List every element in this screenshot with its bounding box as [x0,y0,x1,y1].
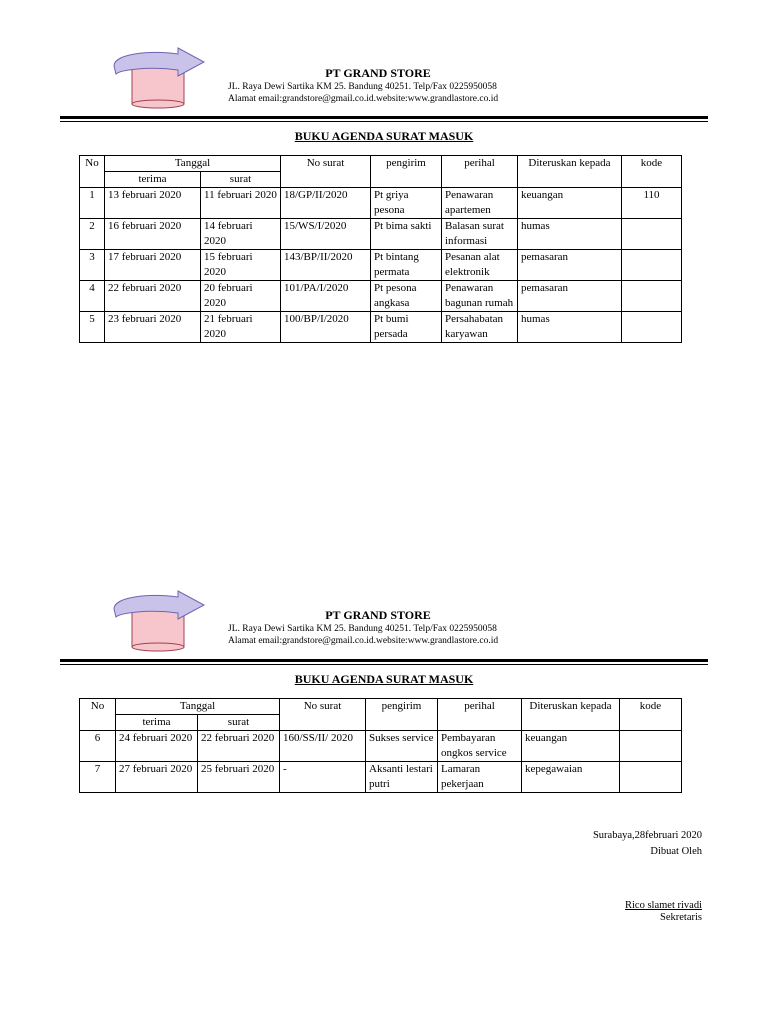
signature-made-by: Dibuat Oleh [650,846,702,857]
cell-no-surat: 15/WS/I/2020 [281,219,371,250]
cell-pengirim: Pt bintang permata [371,250,442,281]
header-surat: surat [201,172,281,188]
cell-kode [622,250,682,281]
cell-surat: 20 februari 2020 [201,281,281,312]
company-name: PT GRAND STORE [325,608,431,622]
header-rule-thin [60,664,708,665]
cell-diteruskan: kepegawaian [522,762,620,793]
header-no: No [80,699,116,731]
logo-cylinder-arrow-icon [108,587,218,653]
company-contact: Alamat email:grandstore@gmail.co.id.website:www.grandlastore.co.id [228,636,499,646]
header-rule-thin [60,121,708,122]
cell-pengirim: Pt pesona angkasa [371,281,442,312]
cell-kode [620,762,682,793]
header-diteruskan: Diteruskan kepada [518,156,622,188]
cell-no-surat: 18/GP/II/2020 [281,188,371,219]
cell-terima: 24 februari 2020 [116,731,198,762]
cell-terima: 27 februari 2020 [116,762,198,793]
cell-diteruskan: pemasaran [518,281,622,312]
cell-no: 3 [80,250,105,281]
agenda-table-1 [79,155,682,343]
cell-diteruskan: humas [518,312,622,343]
header-terima: terima [116,715,198,731]
cell-surat: 15 februari 2020 [201,250,281,281]
cell-pengirim: Aksanti lestari putri [366,762,438,793]
header-tanggal: Tanggal [105,156,281,172]
cell-surat: 21 februari 2020 [201,312,281,343]
cell-no: 5 [80,312,105,343]
header-kode: kode [622,156,682,188]
cell-no-surat: 160/SS/II/ 2020 [280,731,366,762]
table-row [80,250,682,281]
header-diteruskan: Diteruskan kepada [522,699,620,731]
signature-role: Sekretaris [660,912,702,923]
header-no: No [80,156,105,188]
cell-no: 4 [80,281,105,312]
table-row [80,281,682,312]
table-row [80,188,682,219]
company-header [228,608,548,647]
cell-perihal: Persahabatan karyawan [442,312,518,343]
cell-terima: 16 februari 2020 [105,219,201,250]
cell-kode [622,281,682,312]
cell-perihal: Balasan surat informasi [442,219,518,250]
header-tanggal: Tanggal [116,699,280,715]
company-contact: Alamat email:grandstore@gmail.co.id.website:www.grandlastore.co.id [228,94,499,104]
signature-name: Rico slamet rivadi [625,900,702,911]
company-name: PT GRAND STORE [325,66,431,80]
cell-pengirim: Pt griya pesona [371,188,442,219]
header-kode: kode [620,699,682,731]
cell-terima: 22 februari 2020 [105,281,201,312]
cell-kode [622,312,682,343]
header-no-surat: No surat [280,699,366,731]
signature-block [593,828,702,926]
header-rule-thick [60,659,708,662]
cell-pengirim: Pt bima sakti [371,219,442,250]
cell-no: 6 [80,731,116,762]
cell-kode: 110 [622,188,682,219]
cell-surat: 14 februari 2020 [201,219,281,250]
company-address: JL. Raya Dewi Sartika KM 25. Bandung 40251. Telp/Fax 0225950058 [228,82,497,92]
cell-diteruskan: keuangan [518,188,622,219]
cell-no: 2 [80,219,105,250]
cell-no-surat: 143/BP/II/2020 [281,250,371,281]
cell-terima: 13 februari 2020 [105,188,201,219]
cell-surat: 22 februari 2020 [198,731,280,762]
table-row [80,219,682,250]
table-row [80,312,682,343]
document-title: BUKU AGENDA SURAT MASUK [294,672,474,686]
header-perihal: perihal [438,699,522,731]
table-row [80,762,682,793]
cell-kode [620,731,682,762]
cell-pengirim: Sukses service [366,731,438,762]
cell-diteruskan: pemasaran [518,250,622,281]
document-title: BUKU AGENDA SURAT MASUK [294,129,474,143]
table-row [80,731,682,762]
cell-terima: 23 februari 2020 [105,312,201,343]
cell-surat: 11 februari 2020 [201,188,281,219]
cell-diteruskan: keuangan [522,731,620,762]
header-pengirim: pengirim [371,156,442,188]
cell-no: 1 [80,188,105,219]
header-no-surat: No surat [281,156,371,188]
cell-no: 7 [80,762,116,793]
header-rule-thick [60,116,708,119]
company-header [228,66,548,105]
cell-perihal: Penawaran apartemen [442,188,518,219]
cell-perihal: Penawaran bagunan rumah [442,281,518,312]
header-pengirim: pengirim [366,699,438,731]
agenda-table-2 [79,698,682,793]
cell-pengirim: Pt bumi persada [371,312,442,343]
cell-terima: 17 februari 2020 [105,250,201,281]
company-address: JL. Raya Dewi Sartika KM 25. Bandung 40251. Telp/Fax 0225950058 [228,624,497,634]
cell-diteruskan: humas [518,219,622,250]
cell-no-surat: - [280,762,366,793]
cell-kode [622,219,682,250]
cell-perihal: Pembayaran ongkos service [438,731,522,762]
header-terima: terima [105,172,201,188]
cell-no-surat: 100/BP/I/2020 [281,312,371,343]
header-surat: surat [198,715,280,731]
cell-surat: 25 februari 2020 [198,762,280,793]
logo-cylinder-arrow-icon [108,44,218,110]
cell-no-surat: 101/PA/I/2020 [281,281,371,312]
header-perihal: perihal [442,156,518,188]
cell-perihal: Pesanan alat elektronik [442,250,518,281]
signature-place-date: Surabaya,28februari 2020 [592,830,702,841]
cell-perihal: Lamaran pekerjaan [438,762,522,793]
